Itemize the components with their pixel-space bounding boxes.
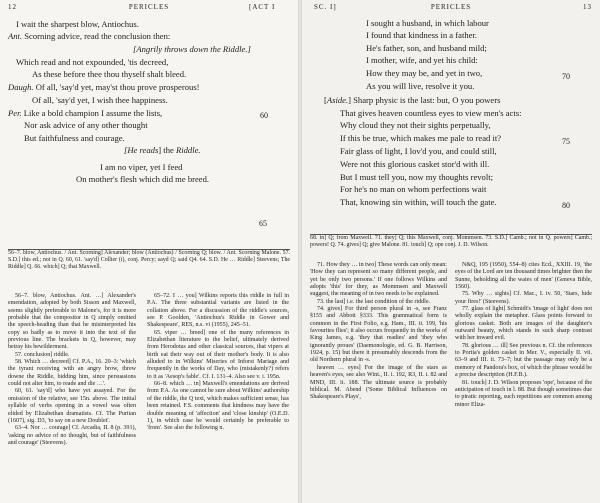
verse-line <box>8 109 162 118</box>
commentary-note: 60, 61. 'say'd] who have yet assayed. For the omission of the relative, see 15n. above. The initial syllable of verbs opening in a vowel was often elided by Elizabethan dramatists. Cf. The Puritan (1607), sig. D3, 'to say on a new Doublet'. <box>8 388 136 424</box>
verse-line <box>8 32 170 41</box>
right-line-number: 80 <box>562 201 570 210</box>
verse-line <box>340 160 489 169</box>
verse-line <box>324 96 500 105</box>
verse-text: As you will live, resolve it you. <box>366 81 475 91</box>
commentary-note: heaven … eyes] For the image of the stars as heaven's eyes, see also Wint., II. i. 192, R3, II. i. 82 and MND, III. ii. 188. The ultimate source is probably biblical. M. Abend ('Some Biblical Influences on Shakespeare's Plays', <box>310 364 447 401</box>
verse-line <box>340 198 497 207</box>
verse-text: Of all, 'say'd yet, I wish thee happiness. <box>32 95 168 105</box>
speaker-prefix: Per. <box>8 108 22 118</box>
verse-line <box>366 56 478 65</box>
left-folio: 12 <box>8 3 17 11</box>
verse-line <box>340 147 497 156</box>
verse-line <box>366 19 489 28</box>
verse-line <box>366 31 477 40</box>
verse-text: ] Sharp physic is the last: but, O you powers <box>348 95 501 105</box>
commentary-note: 66–8. which … in] Maxwell's emendations are derived from P.A. As one cannot be sure about Wilkins' authorship of the riddle, the Q text, which makes sufficient sense, has been retained. F.S. comments that kindness may have the double meaning of 'affection' and 'close kinship' (O.E.D. 1), in which case he would certainly be preferable to 'from'. See also the following n. <box>147 381 289 432</box>
commentary-note: 77. glass of light] Schmidt's 'image of light' does not wholly explain the metaphor. Glass points forward to glorious casket. Both are images of the daughter's outward beauty, which stands in such sharp contrast with her inward evil. <box>455 306 592 342</box>
verse-line <box>16 58 168 67</box>
verse-line <box>340 134 501 143</box>
verse-text: Were not this glorious casket stor'd with ill. <box>340 159 490 169</box>
speaker-prefix: Ant. <box>8 31 23 41</box>
verse-line <box>340 121 491 130</box>
verse-line <box>366 69 482 78</box>
verse-line <box>100 163 182 172</box>
stage-direction: Riddle. <box>175 145 201 155</box>
verse-text: On mother's flesh which did me breed. <box>76 174 210 184</box>
commentary-note: 73. the last] i.e. the last condition of the riddle. <box>317 298 431 305</box>
verse-text: I found that kindness in a father. <box>366 30 477 40</box>
stage-direction: [He reads <box>124 145 159 155</box>
commentary-note: N&Q, 195 (1950), 554–8) cites Ecd., XXIII. 19, 'the eyes of the Lord are ten thousand times brighter then the Sunne, beholding all the waies of men' (Geneva Bible, 1560). <box>455 262 592 291</box>
commentary-note: 78. glorious … ill] See previous n. Cf. the references to Portia's golden casket in Mer. V., especially II. vii. 63–9 and III. ii. 73–7; but the passage may only be a memory of Pandora's box, of which the phrase would be a precise description (H.F.B.). <box>455 342 592 379</box>
verse-line <box>366 44 487 53</box>
right-commentary-column <box>455 262 592 500</box>
verse-line <box>24 121 148 130</box>
verse-text: ] the <box>158 145 176 155</box>
verse-text: That, knowing sin within, will touch the gate. <box>340 197 497 207</box>
right-running-title: PERICLES <box>430 3 472 11</box>
commentary-note: 58. Which … decreed] Cf. P.A., 16. 20–3: 'which the tyrant receiving with an angry brow, threw downe the Riddle, bidding him, since persuasions could not alter him, to reade and die …'. <box>8 359 136 388</box>
verse-line <box>24 134 125 143</box>
verse-line <box>133 45 251 54</box>
verse-text: I am no viper, yet I feed <box>100 162 183 172</box>
commentary-note: 63–4. Nor … courage] Cf. Arcadia, II. 8 (p. 391), 'asking no advice of no thought, but of faithfulness and courage' (Steevens). <box>8 425 136 446</box>
verse-text: But faithfulness and courage. <box>24 133 125 143</box>
verse-line <box>340 173 493 182</box>
right-scene: SC. I] <box>314 3 337 11</box>
right-line-number: 75 <box>562 137 570 146</box>
verse-line <box>32 70 186 79</box>
right-commentary-column <box>310 262 447 500</box>
verse-text: Like a bold champion I assume the lists, <box>21 108 163 118</box>
verse-text: I mother, wife, and yet his child: <box>366 55 478 65</box>
verse-text: [ <box>324 95 327 105</box>
verse-text: For he's no man on whom perfections wait <box>340 184 487 194</box>
left-commentary-column <box>147 293 289 499</box>
verse-text: Scorning advice, read the conclusion then: <box>22 31 171 41</box>
verse-text: He's father, son, and husband mild; <box>366 43 487 53</box>
commentary-note: 81. touch] J. D. Wilson proposes 'ope', because of the anticipation of touch in l. 88. But though sometimes due to piratic reporting, such repetitions are common among minor Eliza- <box>455 379 592 408</box>
left-page <box>0 0 298 503</box>
left-act: [ACT I <box>249 3 276 11</box>
left-commentary-column <box>8 293 136 499</box>
verse-text: Of all, 'say'd yet, may'st thou prove prosperous! <box>33 82 200 92</box>
verse-text: But I must tell you, now my thoughts revolt; <box>340 172 494 182</box>
commentary-note: 56–7. blow, Antiochus. Ant. …] Alexander's emendation, adopted by both Sisson and Maxwell, seems slightly preferable to Malone's, for it is more probable that the compositor in Q simply omitted the speech-heading than that he misinterpreted his copy so badly as to move it into the text of the previous line. The brackets in Q, however, may betray his bewilderment. <box>8 293 136 351</box>
right-line-number: 70 <box>562 72 570 81</box>
verse-text: Fair glass of light, I lov'd you, and could still, <box>340 146 497 156</box>
verse-text: Nor ask advice of any other thought <box>24 120 148 130</box>
verse-line <box>76 175 209 184</box>
left-running-title: PERICLES <box>128 3 170 11</box>
commentary-note: 71. How they … in two] These words can only mean: 'How they can represent so many different people, and yet be only two persons.' If one follows Wilkins and adopts 'this' for they, as Mommsen and Maxwell suggest, the meaning of in two needs to be explained. <box>310 262 447 298</box>
verse-text: Why cloud they not their sights perpetually, <box>340 120 491 130</box>
verse-text: I sought a husband, in which labour <box>366 18 489 28</box>
commentary-note: 57. conclusion] riddle. <box>15 351 70 358</box>
commentary-note: 65. viper … breed] one of the many references in Elizabethan literature to the belief, ultimately derived from Herodotus and other classical sources, that vipers at birth eat their way out of their mother's body. It is also alluded to in Wilkins' Miseries of Inforst Mariage and frequently in the works of Day, who (mistakenly?) refers to it as 'Aesop's fable'. Cf. I. 131–4. Also see v. i. 195n. <box>147 329 289 380</box>
verse-text: Which read and not expounded, 'tis decreed, <box>16 57 169 67</box>
left-line-number: 60 <box>260 111 268 120</box>
commentary-note: 65–72. I … you] Wilkins reports this riddle in full in P.A. The three substantial variants are listed in the collation above. For a discussion of the riddle's sources, see P. Goolden, 'Antiochus's Riddle in Gower and Shakespeare', RES, n.s. vi (1955), 245–51. <box>147 293 289 329</box>
stage-direction: [Angrily throws down the Riddle.] <box>133 44 251 54</box>
right-folio: 13 <box>583 3 592 11</box>
speaker-prefix: Daugh. <box>8 82 34 92</box>
verse-text: I wait the sharpest blow, Antiochus. <box>16 19 139 29</box>
right-page <box>302 0 600 503</box>
verse-text: How they may be, and yet in two, <box>366 68 483 78</box>
stage-direction: Aside. <box>326 95 349 105</box>
verse-text: That gives heaven countless eyes to view men's acts: <box>340 108 522 118</box>
left-apparatus: 56–7. blow, Antiochus. / Ant. Scorning] Alexander; blow (Antiochus) / Scorning Q; blow. / Ant. Scorning Malone. 57. S.D.] this ed.; not in Q. 60, 61. 'say'd] Collier (i), conj. Percy; sayd Q; said Q4. 64. S.D. He … Riddle] Steevens; The Riddle] Q. 66. which] Q; that Maxwell. <box>8 250 290 271</box>
verse-text: As these before thee thou thyself shalt bleed. <box>32 69 187 79</box>
left-line-number: 65 <box>259 219 267 228</box>
verse-line <box>16 20 139 29</box>
verse-line <box>8 83 200 92</box>
verse-line <box>366 82 474 91</box>
right-apparatus: 68. in] Q; from Maxwell. 71. they] Q; this Maxwell, conj. Mommsen. 73. S.D.] Camb.; not in Q. powers] Camb.; powers! Q. 74. gives] Q; give Malone. 81. touch] Q; ope conj. J. D. Wilson. <box>310 235 592 249</box>
verse-line <box>124 146 201 155</box>
verse-line <box>340 185 486 194</box>
verse-line <box>32 96 168 105</box>
verse-line <box>340 109 522 118</box>
commentary-note: 75. Why … sights] Cf. Mac., I. iv. 50, 'Stars, hide your fires!' (Steevens). <box>455 291 592 305</box>
verse-text: If this be true, which makes me pale to read it? <box>340 133 502 143</box>
commentary-note: 74. gives] For third person plural in -s, see Franz §155 and Abbott §333. This grammatical form is common in the First Folio, e.g. Ham., III. ii. 199, 'his favourites flies'; it also occurs frequently in the works of King James, e.g. 'they that readies' and 'they who ignorantly proues' (Daemonologie, ed. G. B. Harrison, 1924, p. 15) but there it presumably descends from the old Northern plural in -s. <box>310 306 447 364</box>
